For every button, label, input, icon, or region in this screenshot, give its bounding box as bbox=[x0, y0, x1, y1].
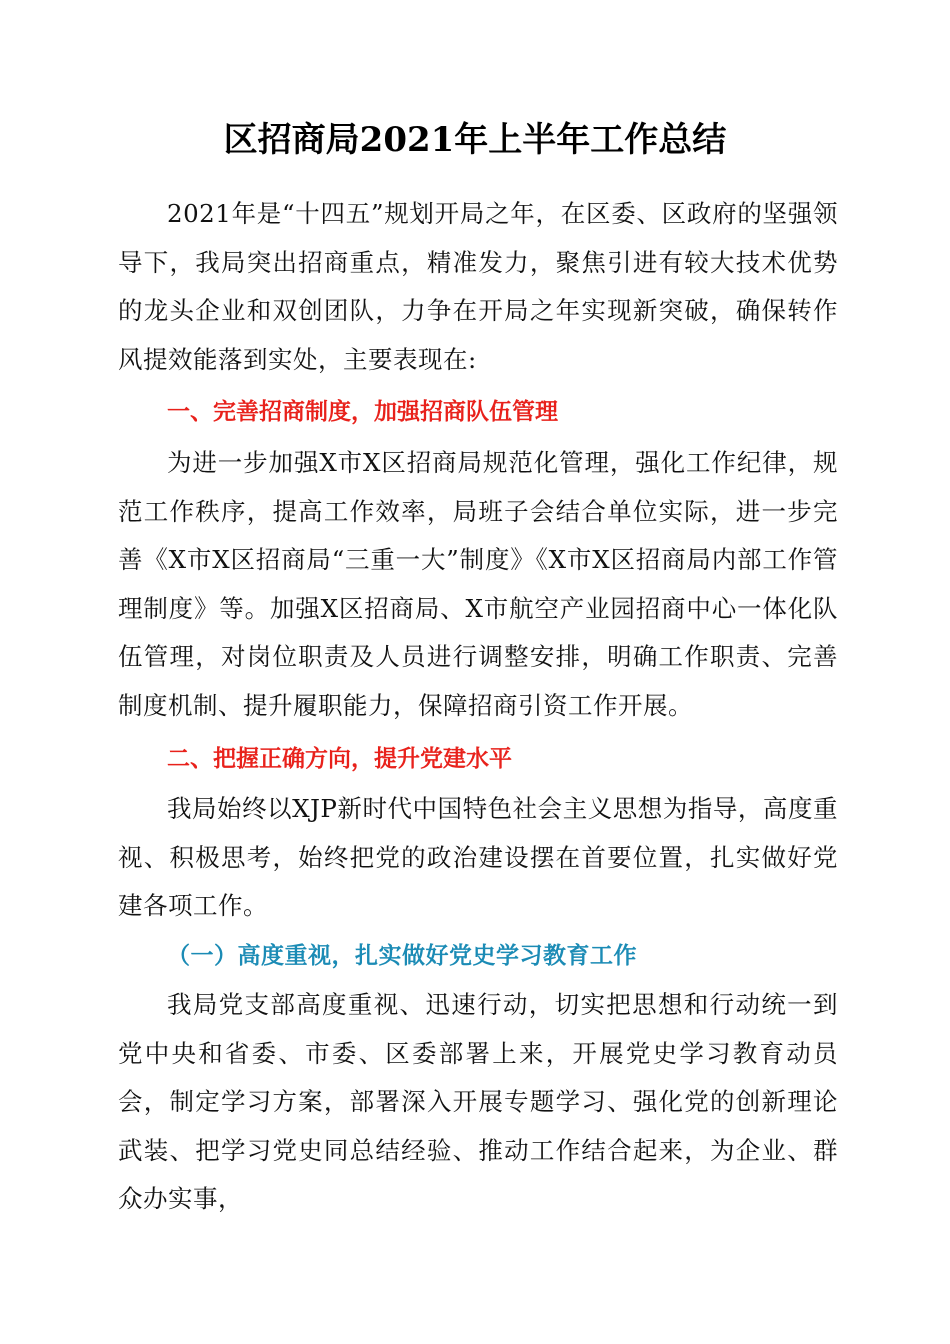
section-heading-2: 二、把握正确方向，提升党建水平 bbox=[167, 746, 512, 772]
intro-paragraph: 2021年是“十四五”规划开局之年，在区委、区政府的坚强领导下，我局突出招商重点，精准发力，聚焦引进有较大技术优势的龙头企业和双创团队，力争在开局之年实现新突破，确保转作风提效能落到实处，主要表现在: bbox=[118, 199, 838, 374]
section-1-paragraph: 为进一步加强X市X区招商局规范化管理，强化工作纪律，规范工作秩序，提高工作效率，局班子会结合单位实际，进一步完善《X市X区招商局“三重一大”制度》《X市X区招商局内部工作管理制度》等。加强X区招商局、X市航空产业园招商中心一体化队伍管理，对岗位职责及人员进行调整安排，明确工作职责、完善制度机制、提升履职能力，保障招商引资工作开展。 bbox=[118, 448, 838, 720]
subsection-1-paragraph: 我局党支部高度重视、迅速行动，切实把思想和行动统一到党中央和省委、市委、区委部署上来，开展党史学习教育动员会，制定学习方案，部署深入开展专题学习、强化党的创新理论武装、把学习党史同总结经验、推动工作结合起来，为企业、群众办实事， bbox=[118, 990, 838, 1213]
section-heading-1: 一、完善招商制度，加强招商队伍管理 bbox=[167, 399, 558, 425]
subsection-heading-1: （一）高度重视，扎实做好党史学习教育工作 bbox=[167, 942, 637, 969]
document-title: 区招商局2021年上半年工作总结 bbox=[223, 120, 727, 160]
section-2-paragraph: 我局始终以XJP新时代中国特色社会主义思想为指导，高度重视、积极思考，始终把党的政治建设摆在首要位置，扎实做好党建各项工作。 bbox=[118, 794, 838, 920]
